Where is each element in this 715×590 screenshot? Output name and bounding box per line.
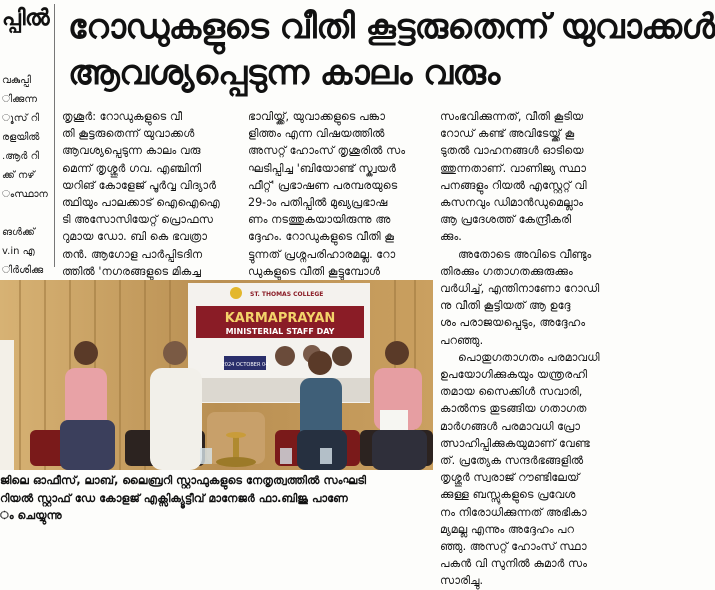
headline-line-1: റോഡുകളുടെ വീതി കൂട്ടരുതെന്ന് യുവാക്കൾ [68, 7, 715, 47]
article-text-line: ത്തിൽ 'നഗരങ്ങളുടെ മികച്ച [62, 264, 202, 278]
article-text-line: റുമായ ഡോ. ബി കെ ഭവത്രാ [62, 230, 208, 244]
article-text-line: പൊതുഗതാഗതം പരമാവധി [458, 350, 600, 364]
article-text-line: സാരിച്ചു. [440, 574, 484, 588]
article-text-line: ടുതൽ വാഹനങ്ങൾ ഓടിയെ [440, 144, 584, 158]
adjacent-article-line: ൂസ് റി [2, 113, 40, 124]
article-text-line: കസനവും ഡിമാൻഡുമെല്ലാം [440, 196, 584, 210]
article-text-line: ദ്ദേഹം. റോഡുകളുടെ വീതി കൂ [248, 230, 395, 244]
event-banner [188, 283, 370, 403]
article-text-line: തൃശ്ശൂർ സ്വരാജ് റൗണ്ടിലേയ് [440, 471, 580, 485]
adjacent-article-heading: പ്പിൽ [2, 6, 50, 31]
article-text-line: ക്കുള്ള ബസ്സുകളുടെ പ്രവേശ [440, 488, 576, 502]
article-text-line: മെന്ന് തൃശ്ശൂർ ഗവ. എഞ്ചിനി [62, 161, 202, 175]
article-text-line: തിരക്കും ഗതാഗതക്കുരുക്കും [440, 264, 573, 278]
headline-line-2: ആവശ്യപ്പെടുന്ന കാലം വരും [68, 53, 500, 93]
article-text-line: ത്തുന്നതാണ്. വാണിജ്യ സ്ഥാ [440, 161, 587, 175]
article-text-line: ശം പരാജയപ്പെടും, അദ്ദേഹം [440, 316, 586, 330]
article-text-line: നു വീതി കൂട്ടിയത് ആ ഉദ്ദേ [440, 299, 571, 313]
article-text-line: ഭാവിയ്ക്ക്, യുവാക്കളുടെ പങ്കാ [248, 110, 385, 123]
column-divider [54, 4, 55, 267]
adjacent-article-line: ിർശിക്കു [2, 265, 44, 276]
article-text-line: 29-ാം പതിപ്പിൽ മുഖ്യപ്രഭാഷ [248, 196, 388, 210]
article-text-line: മ്യമല്ല എന്നും അദ്ദേഹം പറ [440, 522, 575, 536]
article-text-line: ഘടിപ്പിച്ച 'ബിയോണ്ട് സ്ക്വയർ [248, 161, 396, 175]
article-text-line: അസറ്റ് ഹോംസ് തൃശൂരിൽ സം [248, 144, 406, 158]
article-text-line: തി കൂട്ടരുതെന്ന് യുവാക്കൾ [62, 127, 195, 141]
article-text-line: മാർഗങ്ങൾ പരമാവധി പ്രോ [440, 419, 581, 433]
article-text-line: വർധിച്ച്, എന്തിനാണോ റോഡി [440, 282, 600, 296]
article-column-3 [440, 108, 622, 590]
article-text-line: ണം നടത്തുകയായിരുന്നു അ [248, 213, 391, 227]
article-text-line: സംഭവിക്കുന്നത്, വീതി കൂടിയ [440, 110, 584, 123]
adjacent-article-line: ംസ്ഥാന [2, 189, 48, 200]
banner-date: 2024 OCTOBER 04 [221, 362, 269, 368]
article-text-line: തമായ സൈക്കിൾ സവാരി, [440, 385, 583, 399]
article-text-line: പറഞ്ഞു. [440, 333, 484, 347]
adjacent-article-line: v.in എ [2, 246, 35, 257]
banner-subtitle: MINISTERIAL STAFF DAY [225, 327, 335, 336]
article-text-line: പകൻ വി സുനിൽ കുമാർ സം [440, 557, 588, 571]
article-text-line: നം നിരോധിക്കുന്നത് അഭികാ [440, 505, 587, 519]
article-text-line: ആ പ്രദേശത്ത് കേന്ദ്രീകരി [440, 213, 572, 227]
adjacent-article-line: ിക്കുന്ന [2, 94, 37, 105]
adjacent-article-line: ക്ക് നഴ് [2, 170, 35, 181]
article-text-line: ഫീറ്റ്' പ്രഭാഷണ പരമ്പരയുടെ [248, 178, 398, 192]
article-text-line: റോഡ് കണ്ട് അവിടേയ്ക്ക് കൂ [440, 127, 575, 141]
article-text-line: ആവശ്യപ്പെടുന്ന കാലം വരു [62, 144, 201, 158]
caption-line: ജിലെ ഓഫീസ്, ലാബ്, ലൈബ്രറി സ്റ്റാഫുകളുടെ നേതൃത്വത്തിൽ സംഘടി [0, 474, 367, 487]
article-text-line: ത്. പ്രത്യേക സന്ദർഭങ്ങളിൽ [440, 454, 584, 468]
article-column-1 [62, 108, 240, 280]
article-text-line: കാൽനട തുടങ്ങിയ ഗതാഗത [440, 402, 587, 416]
caption-line: റിയൽ സ്റ്റാഫ് ഡേ കോളജ് എക്സിക്യൂട്ടീവ് മാനേജർ ഫാ.ബിജു പാണേ [0, 491, 349, 505]
caption-line: ം ചെയ്യുന്നു [0, 509, 62, 522]
adjacent-article-line: രളയിൽ [2, 132, 40, 143]
banner-college-name: ST. THOMAS COLLEGE [250, 291, 324, 298]
article-column-2 [248, 108, 433, 280]
article-text-line: ട്ടുന്നത് പ്രശ്നപരിഹാരമല്ല. റോ [248, 247, 396, 261]
photo-caption [0, 472, 433, 525]
article-text-line: ഡുകളുടെ വീതി കൂട്ടുമ്പോൾ [248, 264, 381, 278]
article-text-line: ളിത്തം എന്ന വിഷയത്തിൽ [248, 127, 385, 141]
article-text-line: തൃശൂർ: റോഡുകളുടെ വീ [62, 110, 183, 123]
article-text-line: ത്സാഹിപ്പിക്കുകയുമാണ് വേണ്ട [440, 436, 591, 450]
article-text-line: ത്ഥിയും പാലക്കാട് ഐഐഐ [62, 196, 221, 210]
article-text-line: ടി അസോസിയേറ്റ് പ്രൊഫസ [62, 213, 214, 227]
article-text-line: തൻ. ആഗോള പാർപ്പിടദിന [62, 247, 203, 261]
article-text-line: ഞ്ഞു. അസറ്റ് ഹോംസ് സ്ഥാ [440, 540, 587, 554]
article-text-line: അതോടെ അവിടെ വീണ്ടും [458, 247, 592, 261]
adjacent-article-line: വകുപ്പി [2, 75, 31, 86]
event-photo [0, 280, 433, 470]
adjacent-article-line: ങൾക്ക് [2, 227, 35, 238]
banner-title: KARMAPRAYAN [224, 311, 336, 326]
article-text-line: യറിങ് കോളേജ് പൂർവ്വ വിദ്യാർ [62, 178, 217, 192]
adjacent-article-line: .ആർ റി [2, 151, 39, 162]
article-text-line: ഉപയോഗിക്കുകയും യന്ത്രരഹി [440, 368, 588, 382]
article-text-line: ക്കും. [440, 230, 462, 244]
article-text-line: പനങ്ങളും റിയൽ എസ്റ്റേറ്റ് വി [440, 178, 587, 192]
